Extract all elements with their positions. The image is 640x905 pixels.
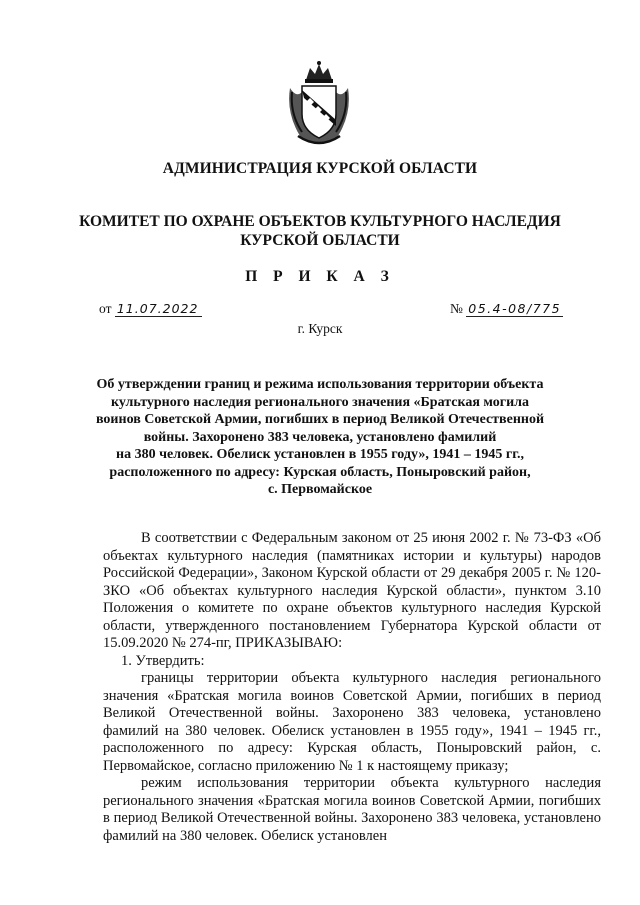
order-body	[103, 530, 601, 845]
body-paragraph-preamble: В соответствии с Федеральным законом от 25 июня 2002 г. № 73-ФЗ «Об объектах культурного наследия (памятниках истории и культуры) народов Российской Федерации», Законом Курской области от 29 декабря 2005 г. № 120-ЗКО «Об объектах культурного наследия Курской области», пунктом 3.10 Положения о комитете по охране объектов культурного наследия Курской области, утвержденного постановлением Губернатора Курской области от 15.09.2020 № 274-пг, ПРИКАЗЫВАЮ:	[103, 530, 601, 651]
subject-line: на 380 человек. Обелиск установлен в 1955 году», 1941 – 1945 гг.,	[116, 447, 524, 462]
subject-line: воинов Советской Армии, погибших в период Великой Отечественной	[95, 412, 545, 427]
subject-line: культурного наследия регионального значения «Братская могила	[110, 394, 530, 410]
order-number	[450, 301, 563, 317]
number-value: 05.4-08/775	[468, 301, 562, 316]
order-date	[99, 301, 202, 317]
subject-line: Об утверждении границ и режима использования территории объекта	[96, 377, 544, 392]
organization-name: АДМИНИСТРАЦИЯ КУРСКОЙ ОБЛАСТИ	[162, 160, 478, 177]
kursk-coat-of-arms-icon	[284, 58, 354, 146]
committee-line-1: КОМИТЕТ ПО ОХРАНЕ ОБЪЕКТОВ КУЛЬТУРНОГО НАСЛЕДИЯ	[79, 213, 561, 230]
subject-line: расположенного по адресу: Курская область, Поныровский район,	[109, 464, 531, 480]
committee-line-2: КУРСКОЙ ОБЛАСТИ	[240, 232, 400, 249]
number-prefix: №	[450, 301, 463, 316]
document-type: П Р И К А З	[245, 268, 395, 285]
subject-line: войны. Захоронено 383 человека, установлено фамилий	[143, 429, 497, 445]
date-prefix: от	[99, 301, 112, 316]
body-paragraph-item-1: 1. Утвердить:	[121, 652, 205, 669]
order-subject	[90, 376, 550, 499]
date-value: 11.07.2022	[115, 301, 203, 317]
committee-name	[60, 212, 580, 250]
subject-line: с. Первомайское	[267, 482, 373, 497]
body-paragraph-regime: режим использования территории объекта культурного наследия регионального значения «Братская могила воинов Советской Армии, погибших в период Великой Отечественной войны. Захоронено 383 человека, установлено фамилий на 380 человек. Обелиск установлен	[103, 775, 601, 844]
city: г. Курск	[297, 321, 343, 336]
body-paragraph-boundaries: границы территории объекта культурного наследия регионального значения «Братская могила воинов Советской Армии, погибших в период Великой Отечественной войны. Захоронено 383 человека, установлено фамилий на 380 человек. Обелиск установлен в 1955 году», 1941 – 1945 гг., расположенного по адресу: Курская область, Поныровский район, с. Первомайское, согласно приложению № 1 к настоящему приказу;	[103, 670, 601, 774]
